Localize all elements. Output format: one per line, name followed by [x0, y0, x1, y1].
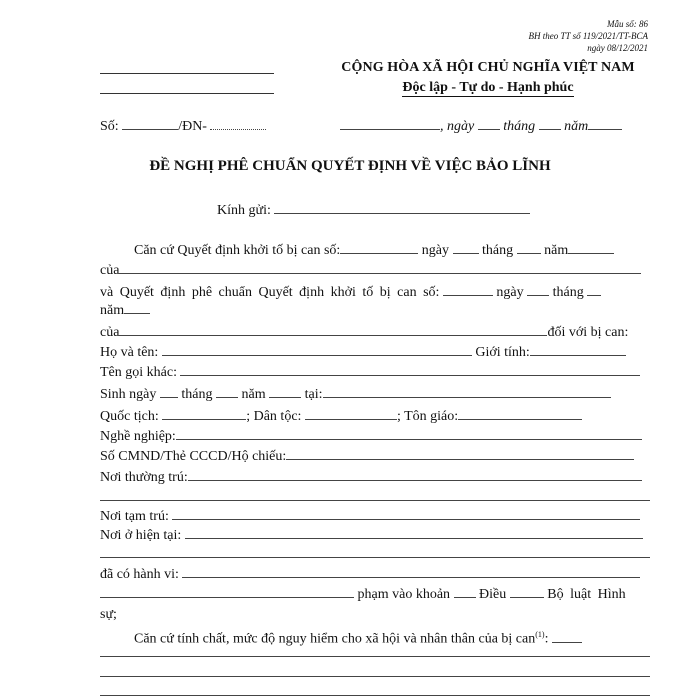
name-row — [100, 344, 626, 362]
decision-ngay-label: ngày — [421, 243, 450, 258]
decision-year-field[interactable] — [568, 242, 614, 254]
clause-field[interactable] — [454, 586, 476, 598]
birth-nam-label: năm — [241, 387, 266, 402]
so-label: Số: — [100, 119, 119, 134]
nationality-label: Quốc tịch: — [100, 409, 159, 424]
decision-nam-label: năm — [544, 243, 569, 258]
ethnicity-field[interactable] — [305, 408, 397, 420]
birth-month-field[interactable] — [216, 386, 238, 398]
so-field[interactable] — [122, 118, 178, 130]
approval-day-field[interactable] — [527, 284, 549, 296]
approval-nam-label: năm — [100, 303, 125, 318]
current-residence-row — [100, 527, 643, 545]
form-number-line1: Mẫu số: 86 — [607, 19, 648, 29]
approval-issuer-row — [100, 324, 628, 342]
permanent-residence-line-2[interactable] — [100, 500, 650, 501]
decision-thang-label: tháng — [482, 243, 514, 258]
approval-month-field[interactable] — [587, 284, 601, 296]
birth-row — [100, 386, 611, 404]
occupation-field[interactable] — [176, 428, 642, 440]
temporary-residence-row — [100, 508, 640, 526]
violation-row — [100, 586, 626, 604]
form-number — [428, 18, 648, 54]
full-name-label: Họ và tên: — [100, 345, 159, 360]
decision-label: Căn cứ Quyết định khởi tố bị can số: — [134, 243, 341, 258]
decision-month-field[interactable] — [517, 242, 541, 254]
basis-line-4[interactable] — [100, 695, 650, 696]
form-number-line3: ngày 08/12/2021 — [587, 43, 648, 53]
current-residence-line-2[interactable] — [100, 557, 650, 558]
ethnicity-label: ; Dân tộc: — [246, 409, 302, 424]
motto-text: Độc lập - Tự do - Hạnh phúc — [402, 80, 574, 95]
birth-year-field[interactable] — [269, 386, 301, 398]
date-year-field[interactable] — [588, 118, 622, 130]
recipient-label: Kính gửi: — [217, 203, 271, 218]
approval-thang-label: tháng — [552, 285, 584, 300]
date-nam-label: năm — [564, 119, 589, 134]
alias-label: Tên gọi khác: — [100, 365, 177, 380]
su-row — [100, 606, 117, 624]
approval-cua-label: của — [100, 325, 120, 340]
temporary-residence-field[interactable] — [172, 508, 640, 520]
permanent-residence-label: Nơi thường trú: — [100, 470, 188, 485]
temporary-residence-label: Nơi tạm trú: — [100, 509, 169, 524]
criminal-code-label: Bộ luật Hình — [547, 587, 626, 602]
date-thang-label: tháng — [503, 119, 536, 134]
occupation-label: Nghề nghiệp: — [100, 429, 176, 444]
basis-line-2[interactable] — [100, 656, 650, 657]
form-number-line2: BH theo TT số 119/2021/TT-BCA — [528, 31, 648, 41]
violation-clause-label: phạm vào khoản — [357, 587, 451, 602]
document-title: ĐỀ NGHỊ PHÊ CHUẨN QUYẾT ĐỊNH VỀ VIỆC BẢO LĨNH — [149, 158, 551, 174]
place-field[interactable] — [340, 118, 440, 130]
conduct-field[interactable] — [182, 566, 640, 578]
violation-article-label: Điều — [479, 587, 507, 602]
recipient-field[interactable] — [274, 202, 530, 214]
id-label: Số CMND/Thẻ CCCD/Hộ chiếu: — [100, 449, 287, 464]
religion-field[interactable] — [458, 408, 582, 420]
motto — [338, 80, 638, 96]
basis-label: Căn cứ tính chất, mức độ nguy hiểm cho xã hội và nhân thân của bị can — [134, 631, 536, 647]
basis-colon: : — [544, 631, 549, 647]
occupation-row — [100, 428, 642, 446]
reference-row — [100, 118, 266, 136]
against-label: đối với bị can: — [547, 325, 629, 340]
note-ref-1: (1) — [535, 630, 545, 639]
approval-number-field[interactable] — [443, 284, 493, 296]
full-name-field[interactable] — [162, 344, 472, 356]
alias-row — [100, 364, 640, 382]
approval-year-row — [100, 302, 150, 320]
birth-place-label: tại: — [304, 387, 323, 402]
decision-number-field[interactable] — [340, 242, 418, 254]
nationality-row — [100, 408, 582, 426]
date-day-field[interactable] — [478, 118, 500, 130]
org-name-line-2[interactable] — [100, 93, 274, 94]
conduct-label: đã có hành vi: — [100, 567, 179, 582]
permanent-residence-field[interactable] — [188, 469, 642, 481]
dn-field[interactable] — [210, 118, 266, 130]
date-ngay-label: , ngày — [440, 119, 475, 134]
nation-header: CỘNG HÒA XÃ HỘI CHỦ NGHĨA VIỆT NAM — [341, 60, 635, 75]
dn-label: /ĐN- — [178, 119, 207, 134]
birth-label: Sinh ngày — [100, 387, 157, 402]
date-row — [340, 118, 622, 136]
birth-day-field[interactable] — [160, 386, 178, 398]
gender-field[interactable] — [530, 344, 626, 356]
recipient-row — [217, 202, 530, 220]
basis-line-3[interactable] — [100, 676, 650, 677]
approval-label: và Quyết định phê chuẩn Quyết định khởi tố bị can số: — [100, 285, 440, 300]
current-residence-field[interactable] — [185, 527, 643, 539]
basis-row — [134, 626, 582, 647]
approval-ngay-label: ngày — [496, 285, 524, 300]
decision-row — [134, 242, 614, 260]
birth-thang-label: tháng — [181, 387, 213, 402]
date-month-field[interactable] — [539, 118, 561, 130]
decision-issuer-field[interactable] — [119, 262, 641, 274]
org-name-line-1[interactable] — [100, 73, 274, 74]
gender-label: Giới tính: — [475, 345, 530, 360]
article-field[interactable] — [510, 586, 544, 598]
birth-place-field[interactable] — [323, 386, 611, 398]
id-field[interactable] — [286, 448, 634, 460]
basis-field[interactable] — [552, 631, 582, 643]
decision-issuer-row — [100, 262, 641, 280]
conduct-field-2[interactable] — [100, 586, 354, 598]
su-label: sự; — [100, 607, 117, 622]
alias-field[interactable] — [180, 364, 640, 376]
approval-issuer-field[interactable] — [119, 324, 547, 336]
religion-label: ; Tôn giáo: — [396, 409, 459, 424]
nationality-field[interactable] — [162, 408, 246, 420]
permanent-residence-row — [100, 469, 642, 487]
conduct-row — [100, 566, 640, 584]
decision-cua-label: của — [100, 263, 120, 278]
approval-row — [100, 284, 601, 302]
id-row — [100, 448, 634, 466]
decision-day-field[interactable] — [453, 242, 479, 254]
approval-year-field[interactable] — [124, 302, 150, 314]
current-residence-label: Nơi ở hiện tại: — [100, 528, 182, 543]
